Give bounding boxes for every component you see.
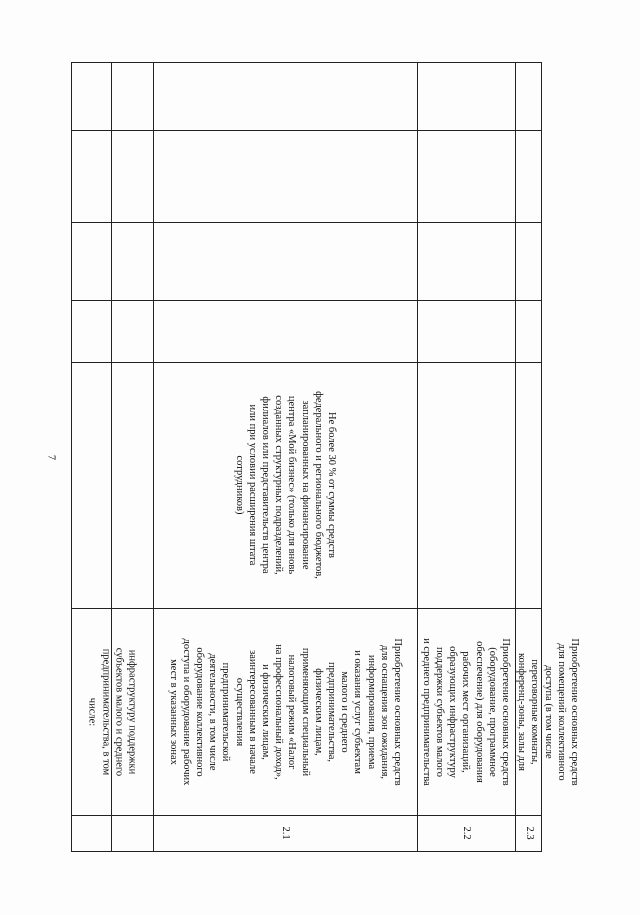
table-cell bbox=[153, 362, 417, 608]
page-number: 7 bbox=[45, 455, 57, 460]
table-row bbox=[417, 608, 515, 815]
table-row bbox=[515, 608, 581, 815]
table-cell bbox=[515, 815, 542, 852]
row-number: 2.3 bbox=[524, 826, 535, 840]
row-description: Приобретение основных средств для оснащения зон ожидания, информирования, приема и оказания услуг субъектам малого и среднего предпринимательства, физическим лицам, применяющим специальный налоговый режим «Налог на профессиональный доход», и физическим лицам, заинтересованным в начале осуществления предпринимательской деятельности, в том числе оборудование коллективного доступа и оборудование рабочих мест в указанных зонах bbox=[167, 638, 403, 786]
row-description: Приобретение основных средств (оборудование, программное обеспечение) для оборудования рабочих мест организаций, образующих инфраструктуру поддержки субъектов малого и среднего предпринимательства bbox=[420, 638, 512, 786]
table-row-divider bbox=[71, 222, 542, 223]
row-number: 2.1 bbox=[280, 826, 291, 840]
table-row-divider bbox=[71, 130, 542, 131]
table-cell bbox=[417, 815, 515, 852]
table-cell bbox=[153, 815, 417, 852]
row-number: 2.2 bbox=[461, 826, 472, 840]
row-description: Приобретение основных средств для помещений коллективного доступа (в том числе переговорные комнаты, конференц-зоны, залы для bbox=[516, 638, 581, 786]
table-row-divider bbox=[71, 300, 542, 301]
table-row bbox=[153, 608, 417, 815]
row-description: инфраструктуру поддержки субъектов малого и среднего предпринимательства, в том числе: bbox=[86, 647, 138, 777]
row-amount-note: Не более 30 % от суммы средств федерального и регионального бюджетов, запланированных на финансирование центра «Мой бизнес» (только для вновь созданных структурных подразделений, филиалов или представительств центра или при условии расширения штата сотрудников) bbox=[233, 391, 337, 579]
table-row bbox=[71, 608, 153, 815]
